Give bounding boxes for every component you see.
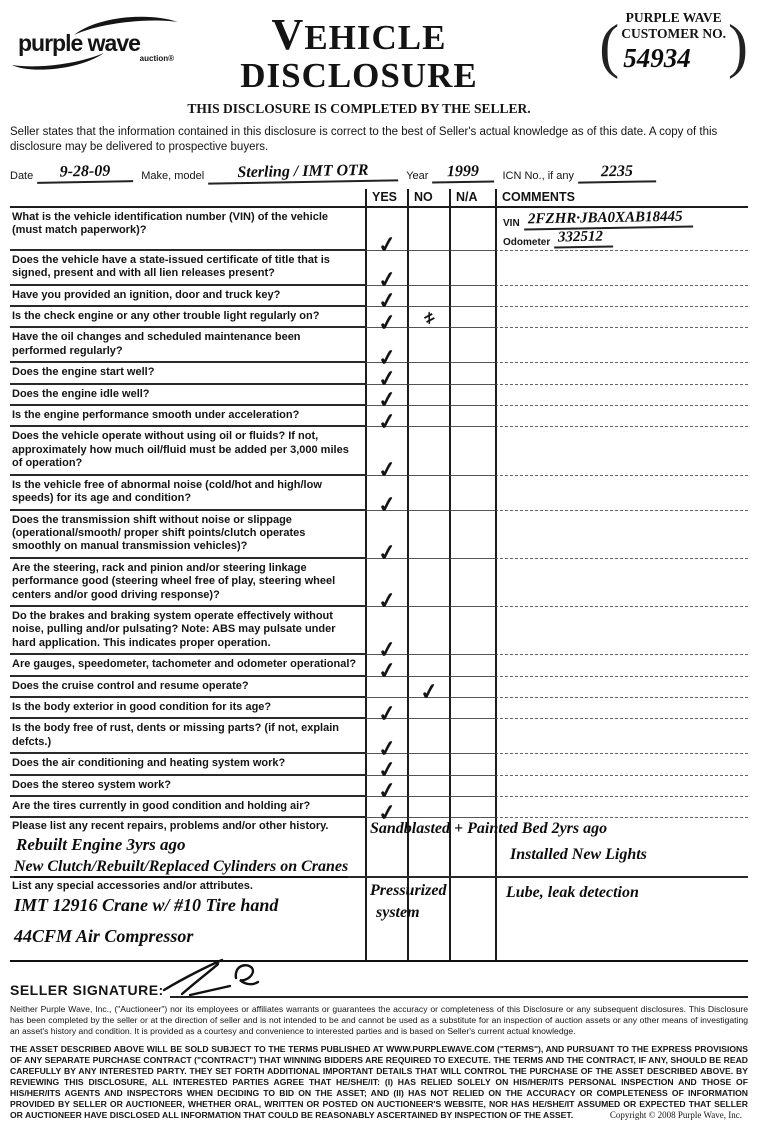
comments-cell (495, 655, 748, 676)
customer-no-value: 54934 (623, 43, 691, 74)
na-mark-cell (449, 427, 495, 475)
checkmark-icon: ✓ (376, 635, 398, 663)
question-text: What is the vehicle identification number (VIN) of the vehicle (must match paperwork)? (10, 208, 365, 251)
make-model-label: Make, model (141, 169, 205, 182)
copyright-notice: Copyright © 2008 Purple Wave, Inc. (609, 1110, 742, 1121)
year-value: 1999 (432, 162, 494, 183)
checkmark-icon: ✓ (376, 777, 398, 805)
table-row (10, 797, 748, 826)
question-text: Are gauges, speedometer, tachometer and odometer operational? (10, 655, 365, 676)
repairs-handwriting-1: Rebuilt Engine 3yrs ago (16, 835, 186, 855)
yes-mark-cell (365, 655, 407, 685)
no-mark-cell (407, 328, 449, 363)
na-mark-cell (449, 286, 495, 307)
scribble-mark-icon: ≠ (421, 308, 437, 329)
no-mark-cell (407, 251, 449, 286)
comments-cell (495, 385, 748, 406)
na-mark-cell (449, 607, 495, 655)
table-row (10, 776, 748, 805)
make-model-value: Sterling / IMT OTR (208, 161, 398, 184)
year-label: Year (406, 169, 429, 182)
no-mark-cell (407, 797, 449, 818)
header-no: NO (407, 189, 449, 208)
yes-mark-cell (365, 406, 407, 436)
na-mark-cell (449, 208, 495, 251)
yes-mark-cell (365, 286, 407, 315)
no-mark-cell (407, 286, 449, 307)
no-mark-cell (407, 677, 449, 706)
repairs-comment-1: Sandblasted + Painted Bed 2yrs ago (370, 820, 608, 838)
no-mark-cell (407, 719, 449, 754)
checkmark-icon: ✓ (376, 538, 398, 567)
comments-cell (495, 427, 748, 475)
question-text: Have the oil changes and scheduled maintenance been performed regularly? (10, 328, 365, 363)
date-line (10, 163, 748, 183)
no-mark-cell (407, 754, 449, 775)
yes-mark-cell (365, 385, 407, 414)
seller-signature-label: SELLER SIGNATURE: (10, 982, 164, 999)
accessories-handwriting-1: IMT 12916 Crane w/ #10 Tire hand (14, 895, 279, 916)
logo-wordmark: purple wave (18, 30, 140, 56)
no-mark-cell (407, 559, 449, 607)
na-mark-cell (449, 698, 495, 719)
form-header (10, 8, 748, 117)
no-mark-cell (407, 385, 449, 406)
disclosure-table (10, 189, 748, 963)
na-mark-cell (449, 776, 495, 797)
question-text: Does the air conditioning and heating system work? (10, 754, 365, 775)
paren-right: ) (728, 13, 748, 79)
page-title: VEHICLE DISCLOSURE (240, 10, 478, 96)
comments-cell (495, 511, 748, 559)
yes-mark-cell (365, 776, 407, 805)
no-mark-cell (407, 427, 449, 475)
header-na: N/A (449, 189, 495, 208)
repairs-history-row (10, 818, 748, 878)
comments-cell (495, 677, 748, 698)
checkmark-icon: ✓ (376, 407, 398, 436)
checkmark-icon: ✓ (376, 699, 398, 727)
accessories-mid-2: system (376, 904, 420, 922)
purple-wave-logo (10, 8, 178, 63)
table-row (10, 363, 748, 393)
table-body (10, 208, 748, 826)
comments-cell (495, 208, 748, 251)
table-row (10, 655, 748, 685)
date-value: 9-28-09 (37, 162, 133, 184)
no-mark-cell (407, 363, 449, 384)
accessories-handwriting-2: 44CFM Air Compressor (14, 926, 194, 947)
checkmark-icon: ✓ (376, 386, 398, 414)
comment-label: VIN (503, 217, 520, 229)
header-question-spacer (10, 189, 365, 208)
comments-cell (495, 307, 748, 328)
no-mark-cell (407, 776, 449, 797)
paren-left: ( (599, 13, 620, 79)
table-row (10, 208, 748, 259)
checkmark-icon: ✓ (376, 587, 398, 615)
accessories-mid-1: Pressurized (370, 882, 447, 900)
yes-mark-cell (365, 427, 407, 484)
table-row (10, 307, 748, 337)
no-mark-cell (407, 307, 449, 328)
comments-cell (495, 776, 748, 797)
legal-disclaimer: Neither Purple Wave, Inc., ("Auctioneer") nor its employees or affiliates warrants or guarantees the accuracy or completeness of this Disclosure or any subsequent disclosures. This Disclosure has been completed by the seller or at the direction of seller and is not intended to be and cannot be used as a substitute for an inspection of auction assets or any other means of investigating an asset's history and condition. It is provided as a courtesy and convenience to interested parties and is based on Seller's current actual knowledge. (10, 1004, 748, 1037)
intro-text: Seller states that the information contained in this disclosure is correct to the best of Seller's actual knowledge as of this date. A copy of this disclosure may be delivered to prospective buyers. (10, 125, 718, 153)
na-mark-cell (449, 754, 495, 775)
title-block (178, 8, 540, 117)
header-yes: YES (365, 189, 407, 208)
no-mark-cell (407, 406, 449, 427)
table-row (10, 754, 748, 784)
na-mark-cell (449, 251, 495, 286)
na-mark-cell (449, 406, 495, 427)
comments-cell (495, 559, 748, 607)
logo-swoosh-top-icon (72, 14, 180, 36)
yes-mark-cell (365, 754, 407, 784)
repairs-handwriting-2: New Clutch/Rebuilt/Replaced Cylinders on Cranes (14, 858, 348, 878)
logo-tagline: auction® (139, 54, 174, 63)
yes-mark-cell (365, 511, 407, 567)
question-text: Does the engine idle well? (10, 385, 365, 406)
comments-cell (495, 607, 748, 655)
checkmark-icon: ✓ (376, 308, 398, 337)
question-text: Is the vehicle free of abnormal noise (cold/hot and high/low speeds) for its age and condition? (10, 476, 365, 511)
checkmark-icon: ✓ (418, 678, 440, 706)
checkmark-icon: ✓ (376, 656, 398, 685)
checkmark-icon: ✓ (376, 343, 398, 371)
checkmark-icon: ✓ (376, 265, 398, 294)
comment-label: Odometer (503, 236, 551, 248)
no-mark-cell (407, 607, 449, 655)
checkmark-icon: ✓ (376, 455, 398, 484)
question-text: Does the vehicle operate without using oil or fluids? If not, approximately how much oil/fluid must be added per 3,000 miles of operation? (10, 427, 365, 475)
question-text: Is the body exterior in good condition for its age? (10, 698, 365, 719)
customer-number-box (540, 8, 748, 84)
comments-cell (495, 754, 748, 775)
checkmark-icon: ✓ (376, 364, 398, 393)
legal-terms: THE ASSET DESCRIBED ABOVE WILL BE SOLD SUBJECT TO THE TERMS PUBLISHED AT WWW.PURPLEWAVE.COM ("TERMS"), AND PURSUANT TO THE EXPRESS PROVISIONS OF ANY SEPARATE PURCHASE CONTRACT ("CONTRACT") THAT WINNING BIDDERS ARE REQUIRED TO EXECUTE. THE TERMS AND THE CONTRACT, IF ANY, SHOULD BE READ CAREFULLY BY ANY INTERESTED PARTY. THEY SET FORTH ADDITIONAL IMPORTANT DETAILS THAT WILL CONTROL THE PURCHASE OF THE ASSET DESCRIBED ABOVE. BY REVIEWING THIS DISCLOSURE, ALL INTERESTED PARTIES AGREE THAT HE/SHE/IT: (I) HAS RELIED SOLELY ON HIS/HER/ITS PERSONAL INSPECTION AND THOSE OF HIS/HER/ITS AGENTS AND INSPECTORS WHEN DECIDING TO BID ON THE ASSET; AND (II) HAS NOT RELIED ON THE ACCURACY OR COMPLETENESS OF INFORMATION PROVIDED BY SELLER OR AUCTIONEER, WHETHER ORAL, WRITTEN OR POSTED ON AUCTIONEER'S WEBSITE, NOR HAS HE/SHE/IT ASSUMED OR EXPECTED THAT SELLER OR AUCTIONEER HAVE DISCLOSED ALL INFORMATION THAT COULD BE REASONABLY ASCERTAINED BY INSPECTION OF THE ASSET. (10, 1044, 748, 1121)
question-text: Are the tires currently in good condition and holding air? (10, 797, 365, 818)
accessories-label: List any special accessories and/or attributes. (12, 880, 253, 893)
na-mark-cell (449, 797, 495, 818)
table-row (10, 698, 748, 727)
na-mark-cell (449, 655, 495, 676)
question-text: Do the brakes and braking system operate effectively without noise, pulling and/or pulsating? Note: ABS may pulsate under hard application. This indicates proper operation. (10, 607, 365, 655)
question-text: Does the cruise control and resume operate? (10, 677, 365, 698)
icn-value: 2235 (578, 162, 656, 183)
no-mark-cell (407, 208, 449, 251)
accessories-comment-1: Lube, leak detection (506, 884, 639, 902)
na-mark-cell (449, 385, 495, 406)
comment-value: 2FZHR·JBA0XAB18445 (524, 208, 693, 230)
comment-value: 332512 (554, 228, 613, 248)
page-subtitle: THIS DISCLOSURE IS COMPLETED BY THE SELLER. (187, 100, 531, 116)
na-mark-cell (449, 719, 495, 754)
yes-mark-cell (365, 797, 407, 826)
customer-no-label-2: CUSTOMER NO. (621, 25, 727, 41)
na-mark-cell (449, 559, 495, 607)
repairs-label: Please list any recent repairs, problems and/or other history. (12, 820, 329, 833)
repairs-comment-2: Installed New Lights (510, 846, 647, 864)
comments-cell (495, 328, 748, 363)
comments-cell (495, 476, 748, 511)
question-text: Does the engine start well? (10, 363, 365, 384)
checkmark-icon: ✓ (376, 231, 398, 259)
table-row (10, 385, 748, 414)
comments-cell (495, 797, 748, 818)
na-mark-cell (449, 677, 495, 698)
checkmark-icon: ✓ (376, 490, 398, 519)
na-mark-cell (449, 328, 495, 363)
no-mark-cell (407, 476, 449, 511)
no-mark-cell (407, 655, 449, 676)
checkmark-icon: ✓ (376, 734, 398, 762)
na-mark-cell (449, 307, 495, 328)
question-text: Does the transmission shift without noise or slippage (operational/smooth/ proper shift points/clutch operates smoothly on manual transmission vehicles)? (10, 511, 365, 559)
comments-cell (495, 698, 748, 719)
question-text: Have you provided an ignition, door and truck key? (10, 286, 365, 307)
question-text: Does the stereo system work? (10, 776, 365, 797)
header-comments: COMMENTS (495, 189, 748, 208)
question-text: Does the vehicle have a state-issued certificate of title that is signed, present and with all lien releases present? (10, 251, 365, 286)
comments-cell (495, 286, 748, 307)
yes-mark-cell (365, 559, 407, 615)
na-mark-cell (449, 363, 495, 384)
logo-swoosh-bottom-icon (10, 52, 106, 72)
seller-signature-scribble (160, 956, 270, 996)
comments-cell (495, 406, 748, 427)
yes-mark-cell (365, 208, 407, 259)
accessories-row (10, 878, 748, 962)
yes-mark-cell (365, 307, 407, 337)
na-mark-cell (449, 511, 495, 559)
customer-no-label-1: PURPLE WAVE (625, 10, 722, 25)
table-header-row (10, 189, 748, 208)
icn-label: ICN No., if any (502, 169, 574, 182)
table-row (10, 286, 748, 315)
seller-signature-section (10, 972, 748, 998)
checkmark-icon: ✓ (376, 287, 398, 315)
yes-mark-cell (365, 698, 407, 727)
signature-rule (170, 996, 748, 998)
comments-cell (495, 251, 748, 286)
table-row (10, 406, 748, 436)
yes-mark-cell (365, 607, 407, 663)
yes-mark-cell (365, 363, 407, 393)
na-mark-cell (449, 476, 495, 511)
checkmark-icon: ✓ (376, 798, 398, 826)
question-text: Is the body free of rust, dents or missing parts? (if not, explain defcts.) (10, 719, 365, 754)
question-text: Is the engine performance smooth under acceleration? (10, 406, 365, 427)
no-mark-cell (407, 511, 449, 559)
comments-cell (495, 719, 748, 754)
question-text: Are the steering, rack and pinion and/or steering linkage performance good (steering wheel free of play, steering wheel centers and/or good driving response)? (10, 559, 365, 607)
checkmark-icon: ✓ (376, 755, 398, 784)
date-label: Date (10, 169, 34, 182)
question-text: Is the check engine or any other trouble light regularly on? (10, 307, 365, 328)
comments-cell (495, 363, 748, 384)
